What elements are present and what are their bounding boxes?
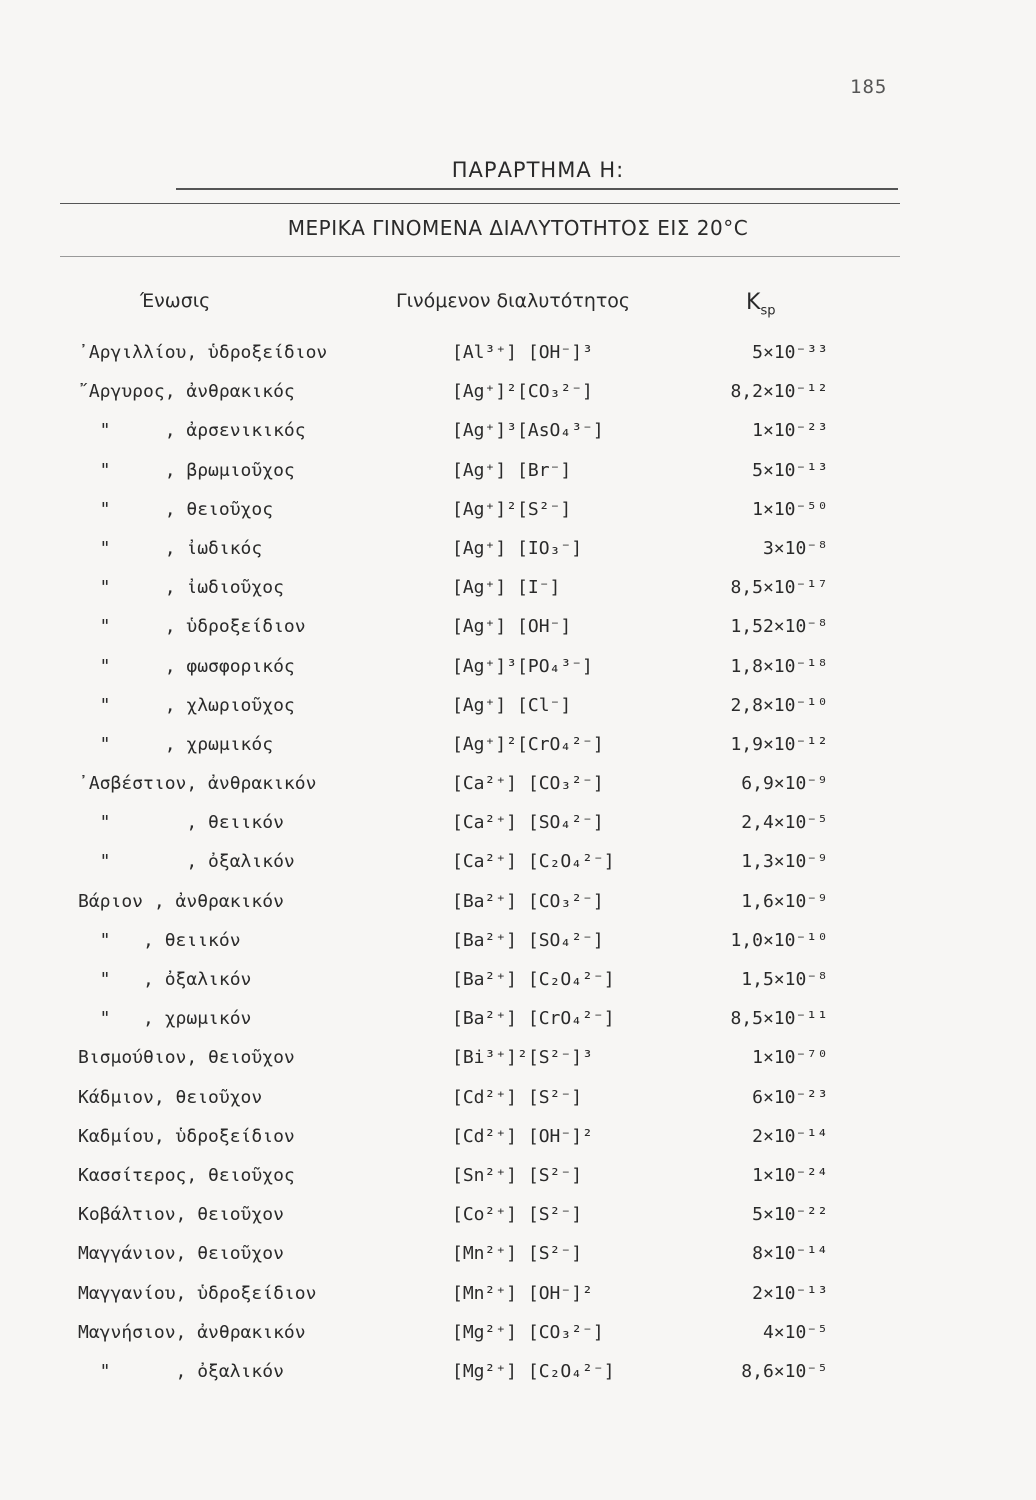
table-row <box>0 1043 1036 1082</box>
table-row <box>0 808 1036 847</box>
product-cell: [Ag⁺] [IO₃⁻] <box>452 537 583 559</box>
table-row <box>0 573 1036 612</box>
compound-cell: Μαγνήσιον, ἀνθρακικόν <box>78 1321 306 1343</box>
ksp-cell: 8,2×10⁻¹² <box>730 381 828 403</box>
compound-cell: Βάριον , ἀνθρακικόν <box>78 890 284 912</box>
table-row <box>0 1357 1036 1396</box>
product-cell: [Cd²⁺] [OH⁻]² <box>452 1125 593 1147</box>
compound-cell: " , χρωμικόν <box>78 1008 252 1030</box>
ksp-cell: 8×10⁻¹⁴ <box>752 1243 828 1265</box>
table-row <box>0 534 1036 573</box>
product-cell: [Bi³⁺]²[S²⁻]³ <box>452 1047 593 1069</box>
product-cell: [Mn²⁺] [OH⁻]² <box>452 1282 593 1304</box>
ksp-cell: 3×10⁻⁸ <box>762 537 828 559</box>
ksp-cell: 5×10⁻³³ <box>752 342 828 363</box>
ksp-cell: 1,52×10⁻⁸ <box>730 616 828 638</box>
table-row <box>0 1122 1036 1161</box>
table-row <box>0 769 1036 808</box>
ksp-cell: 1,3×10⁻⁹ <box>741 851 828 873</box>
product-cell: [Ba²⁺] [SO₄²⁻] <box>452 929 604 951</box>
table-row <box>0 1004 1036 1043</box>
column-header-compound: Ένωσις <box>140 290 211 312</box>
compound-cell: " , χρωμικός <box>78 733 274 755</box>
table-row <box>0 495 1036 534</box>
product-cell: [Sn²⁺] [S²⁻] <box>452 1164 583 1186</box>
table-row <box>0 1279 1036 1318</box>
compound-cell: ᾿Ασβέστιον, ἀνθρακικόν <box>78 773 317 795</box>
table-row <box>0 926 1036 965</box>
product-cell: [Mn²⁺] [S²⁻] <box>452 1243 583 1265</box>
product-cell: [Ba²⁺] [CO₃²⁻] <box>452 890 604 912</box>
table-row <box>0 456 1036 495</box>
compound-cell: ᾿Αργιλλίου, ὑδροξείδιον <box>78 342 328 363</box>
product-cell: [Ag⁺]²[CO₃²⁻] <box>452 381 593 403</box>
product-cell: [Co²⁺] [S²⁻] <box>452 1204 583 1226</box>
compound-cell: " , θειικόν <box>78 812 284 834</box>
ksp-cell: 1×10⁻²³ <box>752 420 828 442</box>
table-row <box>0 612 1036 651</box>
ksp-cell: 1,6×10⁻⁹ <box>741 890 828 912</box>
table-row <box>0 1318 1036 1357</box>
column-header-ksp <box>746 290 775 318</box>
ksp-cell: 2,4×10⁻⁵ <box>741 812 828 834</box>
compound-cell: " , ἀρσενικικός <box>78 420 306 442</box>
table-row <box>0 652 1036 691</box>
ksp-cell: 1,0×10⁻¹⁰ <box>730 929 828 951</box>
table-row <box>0 847 1036 886</box>
product-cell: [Ag⁺] [I⁻] <box>452 577 561 599</box>
table-row <box>0 338 1036 377</box>
product-cell: [Mg²⁺] [CO₃²⁻] <box>452 1321 604 1343</box>
table-row <box>0 377 1036 416</box>
ksp-cell: 1×10⁻⁵⁰ <box>752 498 828 520</box>
product-cell: [Ca²⁺] [CO₃²⁻] <box>452 773 604 795</box>
table-row <box>0 730 1036 769</box>
product-cell: [Ba²⁺] [CrO₄²⁻] <box>452 1008 615 1030</box>
ksp-cell: 1,8×10⁻¹⁸ <box>730 655 828 677</box>
ksp-cell: 1,9×10⁻¹² <box>730 733 828 755</box>
table-row <box>0 887 1036 926</box>
product-cell: [Ag⁺]³[AsO₄³⁻] <box>452 420 604 442</box>
divider-line <box>60 203 900 204</box>
column-header-product: Γινόμενον διαλυτότητος <box>396 290 631 312</box>
compound-cell: " , θειοῦχος <box>78 498 274 520</box>
ksp-cell: 1×10⁻²⁴ <box>752 1164 828 1186</box>
ksp-cell: 1×10⁻⁷⁰ <box>752 1047 828 1069</box>
ksp-cell: 2×10⁻¹⁴ <box>752 1125 828 1147</box>
ksp-cell: 8,5×10⁻¹¹ <box>730 1008 828 1030</box>
product-cell: [Cd²⁺] [S²⁻] <box>452 1086 583 1108</box>
compound-cell: Βισμούθιον, θειοῦχον <box>78 1047 295 1069</box>
compound-cell: Μαγγανίου, ὑδροξείδιον <box>78 1282 317 1304</box>
ksp-cell: 4×10⁻⁵ <box>762 1321 828 1343</box>
ksp-cell: 1,5×10⁻⁸ <box>741 969 828 990</box>
compound-cell: " , φωσφορικός <box>78 655 295 677</box>
product-cell: [Ag⁺]²[CrO₄²⁻] <box>452 733 604 755</box>
compound-cell: Μαγγάνιον, θειοῦχον <box>78 1243 284 1265</box>
compound-cell: " , ἰωδιοῦχος <box>78 577 284 599</box>
product-cell: [Al³⁺] [OH⁻]³ <box>452 342 593 363</box>
subtitle-divider <box>60 256 900 257</box>
compound-cell: " , ὀξαλικόν <box>78 1360 284 1382</box>
compound-cell: " , ὀξαλικόν <box>78 969 252 990</box>
product-cell: [Mg²⁺] [C₂O₄²⁻] <box>452 1360 615 1382</box>
compound-cell: " , ὀξαλικόν <box>78 851 295 873</box>
ksp-cell: 6,9×10⁻⁹ <box>741 773 828 795</box>
compound-cell: " , ὑδροξείδιον <box>78 616 306 638</box>
compound-cell: " , ἰωδικός <box>78 537 263 559</box>
ksp-cell: 8,6×10⁻⁵ <box>741 1360 828 1382</box>
table-row <box>0 965 1036 1004</box>
ksp-symbol: K <box>746 290 761 315</box>
product-cell: [Ag⁺]²[S²⁻] <box>452 498 572 520</box>
table-subtitle: ΜΕΡΙΚΑ ΓΙΝΟΜΕΝΑ ΔΙΑΛΥΤΟΤΗΤΟΣ ΕΙΣ 20°C <box>287 216 749 240</box>
page-number: 185 <box>850 76 888 98</box>
compound-cell: Κασσίτερος, θειοῦχος <box>78 1164 295 1186</box>
compound-cell: Καδμίου, ὑδροξείδιον <box>78 1125 295 1147</box>
product-cell: [Ca²⁺] [SO₄²⁻] <box>452 812 604 834</box>
table-row <box>0 691 1036 730</box>
title-underline <box>176 188 898 190</box>
compound-cell: " , θειικόν <box>78 929 241 951</box>
product-cell: [Ag⁺]³[PO₄³⁻] <box>452 655 593 677</box>
product-cell: [Ag⁺] [Cl⁻] <box>452 694 572 716</box>
ksp-cell: 5×10⁻²² <box>752 1204 828 1226</box>
compound-cell: ῎Αργυρος, ἀνθρακικός <box>78 381 295 403</box>
product-cell: [Ba²⁺] [C₂O₄²⁻] <box>452 969 615 990</box>
ksp-cell: 2×10⁻¹³ <box>752 1282 828 1304</box>
ksp-subscript: sp <box>760 303 776 319</box>
product-cell: [Ag⁺] [Br⁻] <box>452 459 572 481</box>
table-row <box>0 1083 1036 1122</box>
compound-cell: " , βρωμιοῦχος <box>78 459 295 481</box>
appendix-title: ΠΑΡΑΡΤΗΜΑ Η: <box>451 158 625 182</box>
product-cell: [Ag⁺] [OH⁻] <box>452 616 572 638</box>
table-row <box>0 416 1036 455</box>
table-row <box>0 1239 1036 1278</box>
compound-cell: Κάδμιον, θειοῦχον <box>78 1086 263 1108</box>
table-row <box>0 1161 1036 1200</box>
ksp-cell: 2,8×10⁻¹⁰ <box>730 694 828 716</box>
table-row <box>0 1200 1036 1239</box>
ksp-cell: 6×10⁻²³ <box>752 1086 828 1108</box>
compound-cell: " , χλωριοῦχος <box>78 694 295 716</box>
ksp-cell: 8,5×10⁻¹⁷ <box>730 577 828 599</box>
product-cell: [Ca²⁺] [C₂O₄²⁻] <box>452 851 615 873</box>
solubility-table <box>0 338 1036 1396</box>
ksp-cell: 5×10⁻¹³ <box>752 459 828 481</box>
compound-cell: Κοβάλτιον, θειοῦχον <box>78 1204 284 1226</box>
